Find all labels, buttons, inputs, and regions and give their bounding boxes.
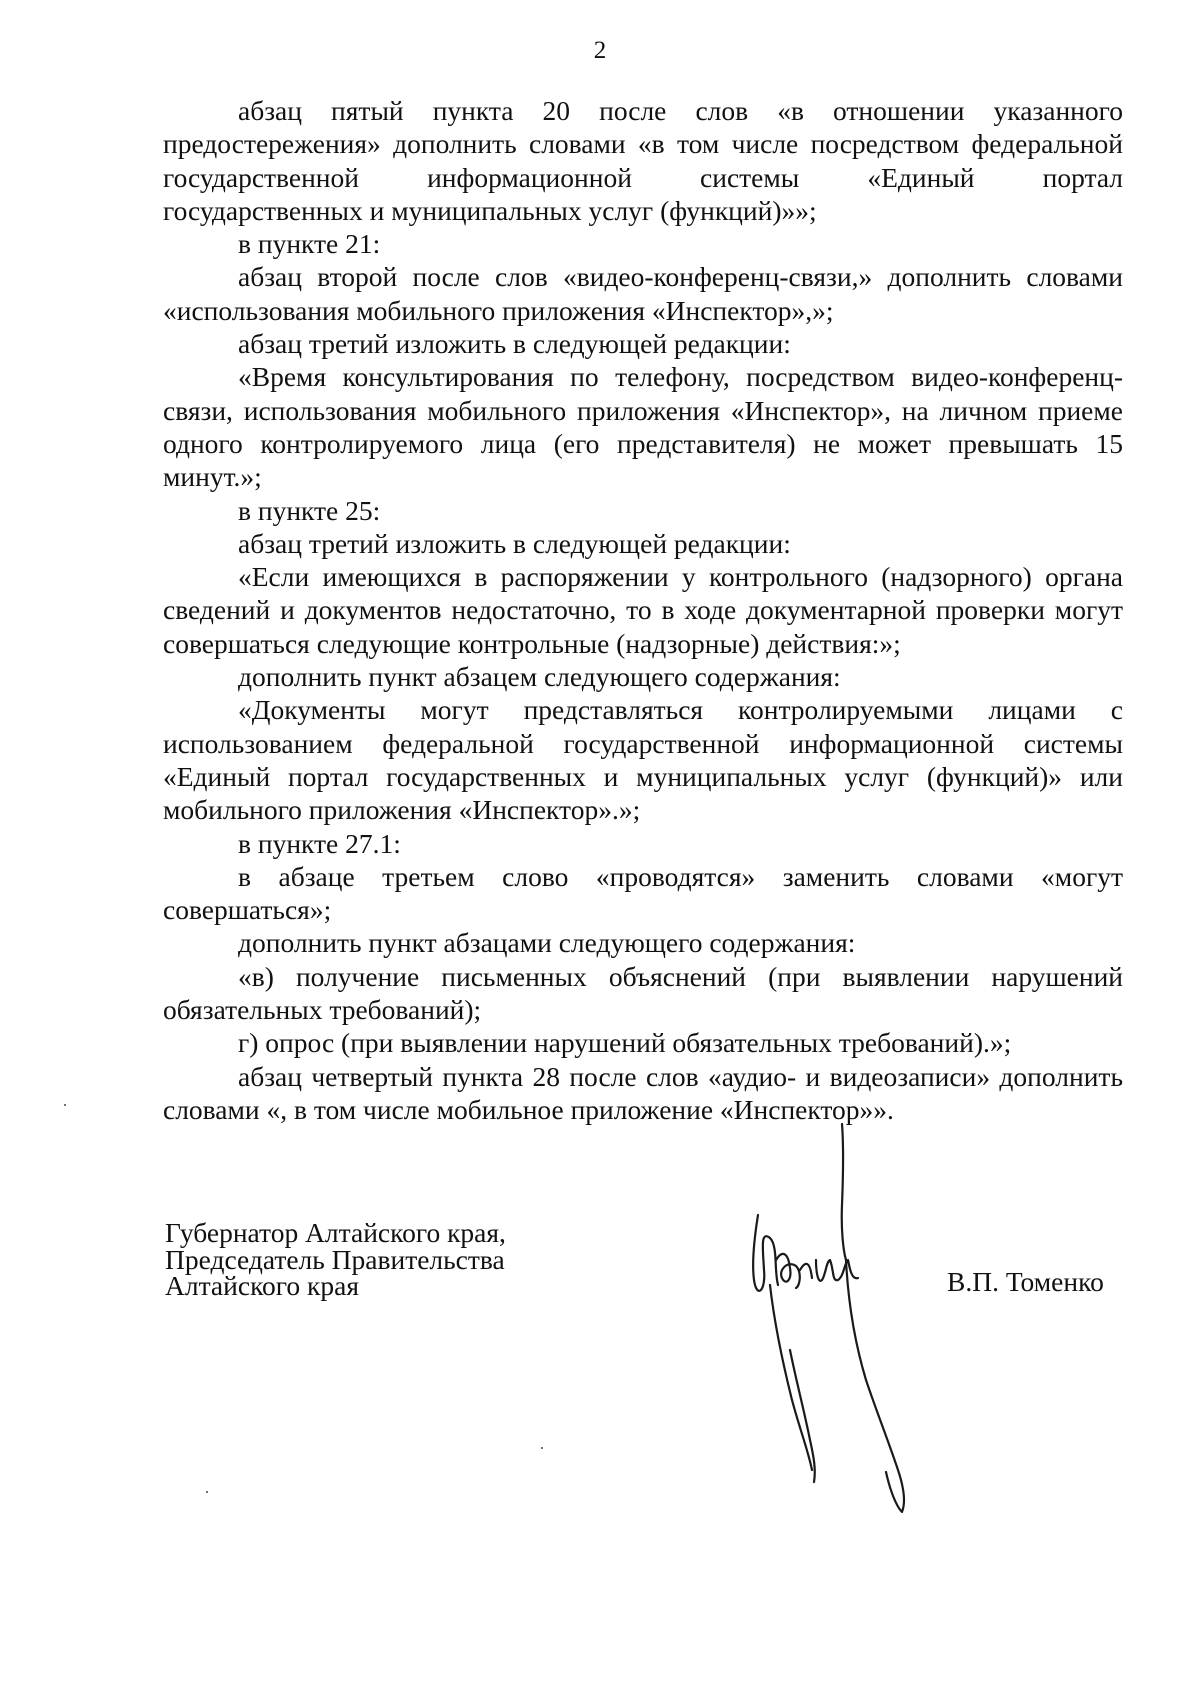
paragraph-3: в пункте 21:: [238, 228, 381, 260]
handwritten-signature: [730, 1110, 920, 1550]
paragraph-17: абзац четвертый пункта 28 после слов «аудио- и видеозаписи» дополнить словами «, в том числе мобильное приложение «Инспектор»».: [163, 1060, 1123, 1125]
paragraph-14: дополнить пункт абзацами следующего содержания:: [238, 927, 856, 959]
paragraph-13: в абзаце третьем слово «проводятся» заменить словами «могут совершаться»;: [163, 860, 1123, 926]
document-body: [163, 94, 1123, 1126]
scan-speck: [64, 1104, 66, 1106]
paragraph-9: «Если имеющихся в распоряжении у контрольного (надзорного) органа сведений и документов недостаточно, то в ходе документарной проверки могут совершаться следующие контрольные (надзорные) действия:»;: [163, 561, 1123, 659]
paragraph-6: «Время консультирования по телефону, посредством видео-конференц-связи, использования мобильного приложения «Инспектор», на личном приеме одного контролируемого лица (его представителя) не может превышать 15 минут.»;: [163, 361, 1123, 493]
paragraph-8: абзац третий изложить в следующей редакции:: [238, 527, 791, 559]
signer-title-line-3: Алтайского края: [165, 1270, 359, 1301]
paragraph-15: «в) получение письменных объяснений (при выявлении нарушений обязательных требований);: [163, 960, 1123, 1026]
paragraph-12: в пункте 27.1:: [238, 827, 401, 859]
signer-name: В.П. Томенко: [947, 1266, 1104, 1297]
paragraph-10: дополнить пункт абзацем следующего содержания:: [238, 661, 841, 693]
paragraph-7: в пункте 25:: [238, 494, 381, 526]
paragraph-4: абзац второй после слов «видео-конференц-связи,» дополнить словами «использования мобильного приложения «Инспектор»,»;: [163, 261, 1123, 326]
paragraph-5: абзац третий изложить в следующей редакции:: [238, 328, 791, 360]
paragraph-16: г) опрос (при выявлении нарушений обязательных требований).»;: [238, 1027, 1012, 1059]
signer-title-line-1: Губернатор Алтайского края,: [165, 1217, 506, 1248]
paragraph-1: абзац пятый пункта 20 после слов «в отношении указанного предостережения» дополнить словами «в том числе посредством федеральной государственной информационной системы «Единый портал: [163, 95, 1123, 193]
scan-speck: [541, 1447, 543, 1449]
signer-title-line-2: Председатель Правительства: [165, 1243, 505, 1275]
paragraph-2: государственных и муниципальных услуг (функций)»»;: [163, 194, 817, 226]
scan-speck: [206, 1491, 208, 1493]
paragraph-11: «Документы могут представляться контролируемыми лицами с использованием федеральной государственной информационной системы «Единый портал государственных и муниципальных услуг (функций)» или мобильного приложения «Инспектор».»;: [163, 694, 1123, 826]
signature-block: [165, 1217, 506, 1301]
page-number: 2: [593, 37, 607, 64]
